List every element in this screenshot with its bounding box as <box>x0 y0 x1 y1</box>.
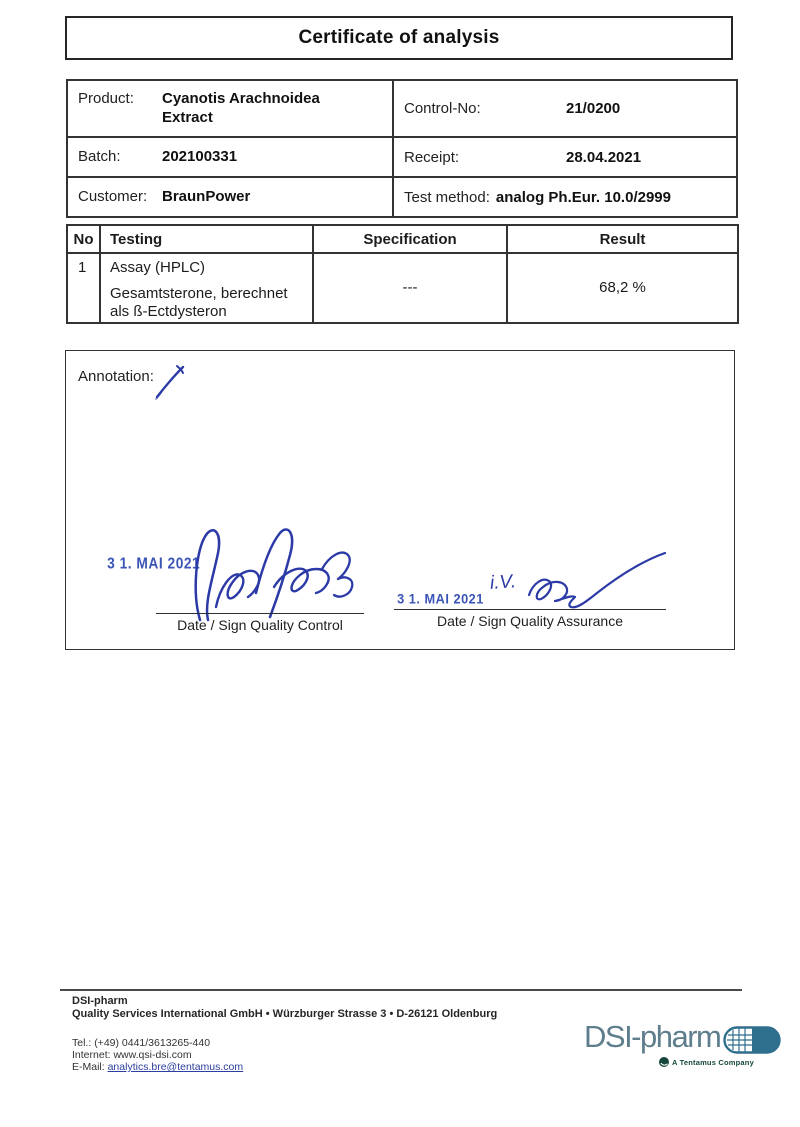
email-label: E-Mail: <box>72 1061 105 1073</box>
footer-email <box>72 1061 243 1073</box>
annotation-label: Annotation: <box>78 368 154 385</box>
tel-value: (+49) 0441/3613265-440 <box>94 1037 211 1049</box>
product-info-table <box>66 79 738 218</box>
receipt-value: 28.04.2021 <box>566 148 642 166</box>
specification-value: --- <box>313 253 507 323</box>
result-value: 68,2 % <box>507 253 738 323</box>
receipt-label: Receipt: <box>404 148 460 166</box>
control-no-value: 21/0200 <box>566 100 621 117</box>
footer-divider <box>60 989 742 991</box>
row-number: 1 <box>67 253 100 323</box>
product-cell <box>67 80 393 137</box>
footer-company-short: DSI-pharm <box>72 995 128 1007</box>
customer-label: Customer: <box>78 187 148 205</box>
signature-line-quality-assurance <box>394 609 666 610</box>
testing-data-row <box>67 253 738 323</box>
control-no-label: Control-No: <box>404 100 481 117</box>
footer-internet <box>72 1049 192 1061</box>
email-link[interactable]: analytics.bre@tentamus.com <box>107 1061 244 1073</box>
header-specification: Specification <box>313 225 507 253</box>
testing-header-row <box>67 225 738 253</box>
testing-name: Assay (HPLC) <box>110 259 206 276</box>
dsi-pharm-logo <box>584 1019 781 1055</box>
batch-row <box>67 137 737 177</box>
testing-results-table <box>66 224 739 324</box>
product-value: Cyanotis Arachnoidea Extract <box>162 89 320 126</box>
customer-cell <box>67 177 393 217</box>
customer-row <box>67 177 737 217</box>
header-result: Result <box>507 225 738 253</box>
signature-line-quality-control <box>156 613 364 614</box>
tentamus-tagline <box>659 1057 754 1067</box>
internet-value: www.qsi-dsi.com <box>113 1049 192 1061</box>
header-no: No <box>67 225 100 253</box>
signature-quality-control <box>190 523 360 623</box>
batch-value: 202100331 <box>162 147 238 165</box>
capsule-icon <box>723 1026 781 1054</box>
footer-company-address: Quality Services International GmbH • Würzburger Strasse 3 • D-26121 Oldenburg <box>72 1008 498 1020</box>
signature-quality-assurance <box>521 549 671 611</box>
handwritten-annotation-mark <box>154 363 188 401</box>
footer-telephone <box>72 1037 210 1049</box>
page-title: Certificate of analysis <box>298 27 500 48</box>
batch-cell <box>67 137 393 177</box>
testing-detail: Gesamtsterone, berechnet als ß-Ectdysteron <box>110 285 288 321</box>
test-method-value: analog Ph.Eur. 10.0/2999 <box>495 188 671 206</box>
title-box <box>65 16 733 60</box>
batch-label: Batch: <box>78 147 121 165</box>
handwritten-iv-prefix: i.V. <box>489 571 517 594</box>
signature-caption-quality-assurance: Date / Sign Quality Assurance <box>437 613 623 629</box>
testing-description-cell <box>100 253 313 323</box>
customer-value: BraunPower <box>162 187 251 205</box>
product-row <box>67 80 737 137</box>
logo-wordmark: DSI-pharm <box>584 1019 721 1054</box>
date-stamp-quality-control: 3 1. MAI 2021 <box>107 554 201 573</box>
tentamus-icon <box>659 1057 669 1067</box>
header-testing: Testing <box>100 225 313 253</box>
test-method-cell <box>393 177 737 217</box>
test-method-label: Test method: <box>404 188 490 206</box>
tel-label: Tel.: <box>72 1037 92 1049</box>
signature-caption-quality-control: Date / Sign Quality Control <box>177 617 343 633</box>
tagline-text: A Tentamus Company <box>672 1057 754 1067</box>
control-no-cell <box>393 80 737 137</box>
product-label: Product: <box>78 89 134 107</box>
annotation-box <box>65 350 735 650</box>
date-stamp-quality-assurance: 3 1. MAI 2021 <box>397 591 484 607</box>
receipt-cell <box>393 137 737 177</box>
internet-label: Internet: <box>72 1049 111 1061</box>
